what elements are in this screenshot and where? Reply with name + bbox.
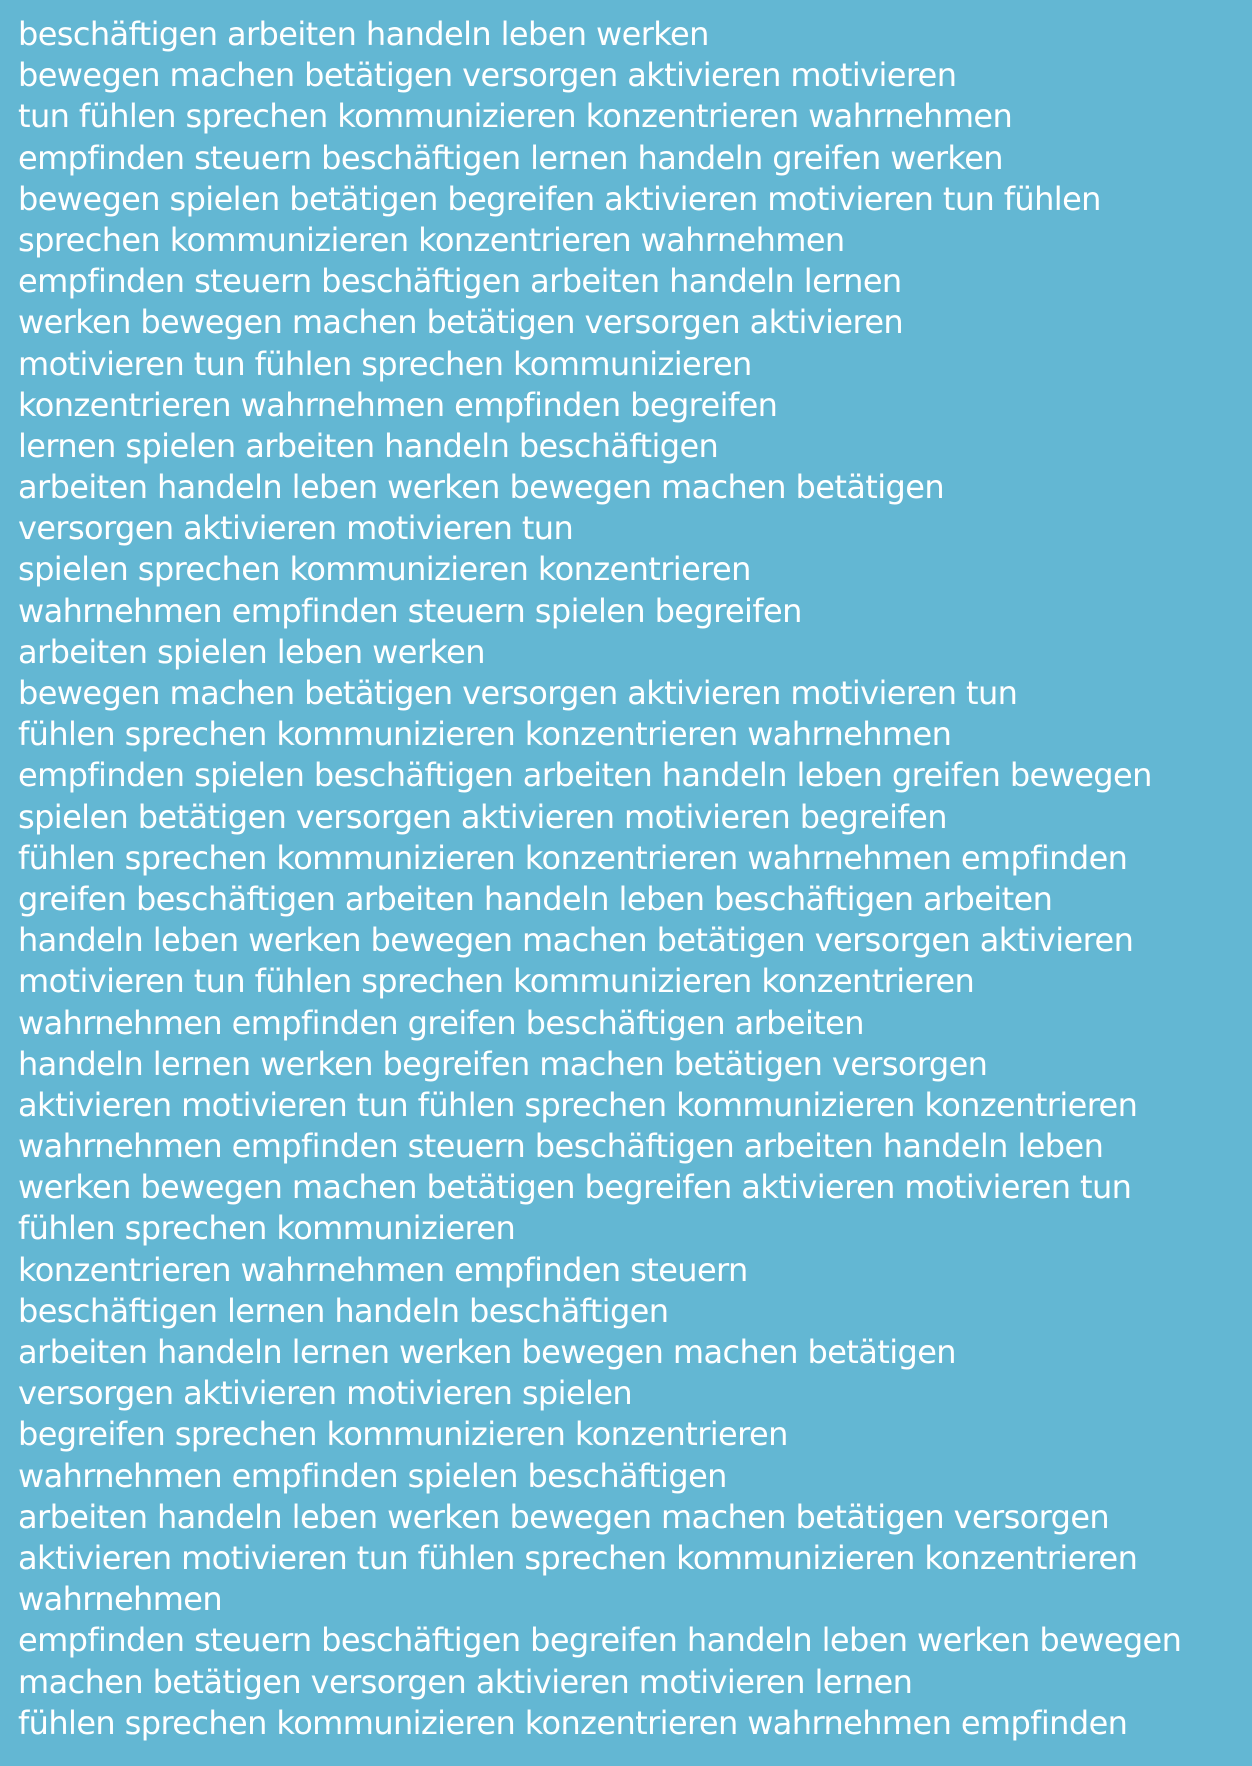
text-line: werken bewegen machen betätigen begreifen aktivieren motivieren tun — [18, 1168, 1132, 1207]
text-line: wahrnehmen — [18, 1580, 223, 1619]
text-line: arbeiten handeln leben werken bewegen machen betätigen — [18, 468, 945, 507]
text-line: versorgen aktivieren motivieren spielen — [18, 1374, 633, 1413]
text-line: lernen spielen arbeiten handeln beschäftigen — [18, 426, 719, 465]
text-line: versorgen aktivieren motivieren tun — [18, 509, 574, 548]
text-line: spielen sprechen kommunizieren konzentrieren — [18, 550, 751, 589]
text-line: arbeiten spielen leben werken — [18, 632, 485, 671]
text-line: greifen beschäftigen arbeiten handeln leben beschäftigen arbeiten — [18, 879, 1053, 918]
text-line: handeln lernen werken begreifen machen betätigen versorgen — [18, 1044, 988, 1083]
text-line: bewegen machen betätigen versorgen aktivieren motivieren — [18, 56, 957, 95]
text-line: fühlen sprechen kommunizieren — [18, 1209, 516, 1248]
text-line: handeln leben werken bewegen machen betätigen versorgen aktivieren — [18, 921, 1134, 960]
text-line: aktivieren motivieren tun fühlen sprechen kommunizieren konzentrieren — [18, 1085, 1138, 1124]
text-line: motivieren tun fühlen sprechen kommunizieren konzentrieren — [18, 962, 975, 1001]
text-line: motivieren tun fühlen sprechen kommunizieren — [18, 344, 752, 383]
text-line: bewegen spielen betätigen begreifen aktivieren motivieren tun fühlen — [18, 179, 1101, 218]
text-line: werken bewegen machen betätigen versorgen aktivieren — [18, 303, 904, 342]
text-line: konzentrieren wahrnehmen empfinden begreifen — [18, 385, 778, 424]
text-line: wahrnehmen empfinden steuern spielen begreifen — [18, 591, 802, 630]
text-line: fühlen sprechen kommunizieren konzentrieren wahrnehmen — [18, 715, 952, 754]
text-line: wahrnehmen empfinden spielen beschäftigen — [18, 1456, 727, 1495]
text-line: wahrnehmen empfinden greifen beschäftigen arbeiten — [18, 1003, 864, 1042]
text-line: begreifen sprechen kommunizieren konzentrieren — [18, 1415, 788, 1454]
text-line: beschäftigen lernen handeln beschäftigen — [18, 1291, 669, 1330]
text-line: bewegen machen betätigen versorgen aktivieren motivieren tun — [18, 674, 1018, 712]
text-line: spielen betätigen versorgen aktivieren motivieren begreifen — [18, 797, 947, 836]
text-line: empfinden steuern beschäftigen arbeiten handeln lernen — [18, 262, 902, 301]
text-line: aktivieren motivieren tun fühlen sprechen kommunizieren konzentrieren — [18, 1538, 1138, 1577]
text-line: empfinden steuern beschäftigen begreifen handeln leben werken bewegen — [18, 1621, 1182, 1660]
text-line: empfinden steuern beschäftigen lernen handeln greifen werken — [18, 138, 1003, 177]
text-line: empfinden spielen beschäftigen arbeiten handeln leben greifen bewegen — [18, 756, 1152, 795]
text-line: fühlen sprechen kommunizieren konzentrieren wahrnehmen empfinden — [18, 1703, 1128, 1742]
text-line: wahrnehmen empfinden steuern beschäftigen arbeiten handeln leben — [18, 1127, 1104, 1166]
text-line: sprechen kommunizieren konzentrieren wahrnehmen — [18, 220, 845, 259]
text-line: beschäftigen arbeiten handeln leben werken — [18, 15, 709, 53]
text-line: fühlen sprechen kommunizieren konzentrieren wahrnehmen empfinden — [18, 838, 1128, 877]
text-line: arbeiten handeln lernen werken bewegen machen betätigen — [18, 1333, 956, 1371]
text-line: tun fühlen sprechen kommunizieren konzentrieren wahrnehmen — [18, 97, 1013, 136]
text-line: arbeiten handeln leben werken bewegen machen betätigen versorgen — [18, 1497, 1110, 1536]
text-line: machen betätigen versorgen aktivieren motivieren lernen — [18, 1662, 913, 1701]
text-line: konzentrieren wahrnehmen empfinden steuern — [18, 1250, 748, 1289]
